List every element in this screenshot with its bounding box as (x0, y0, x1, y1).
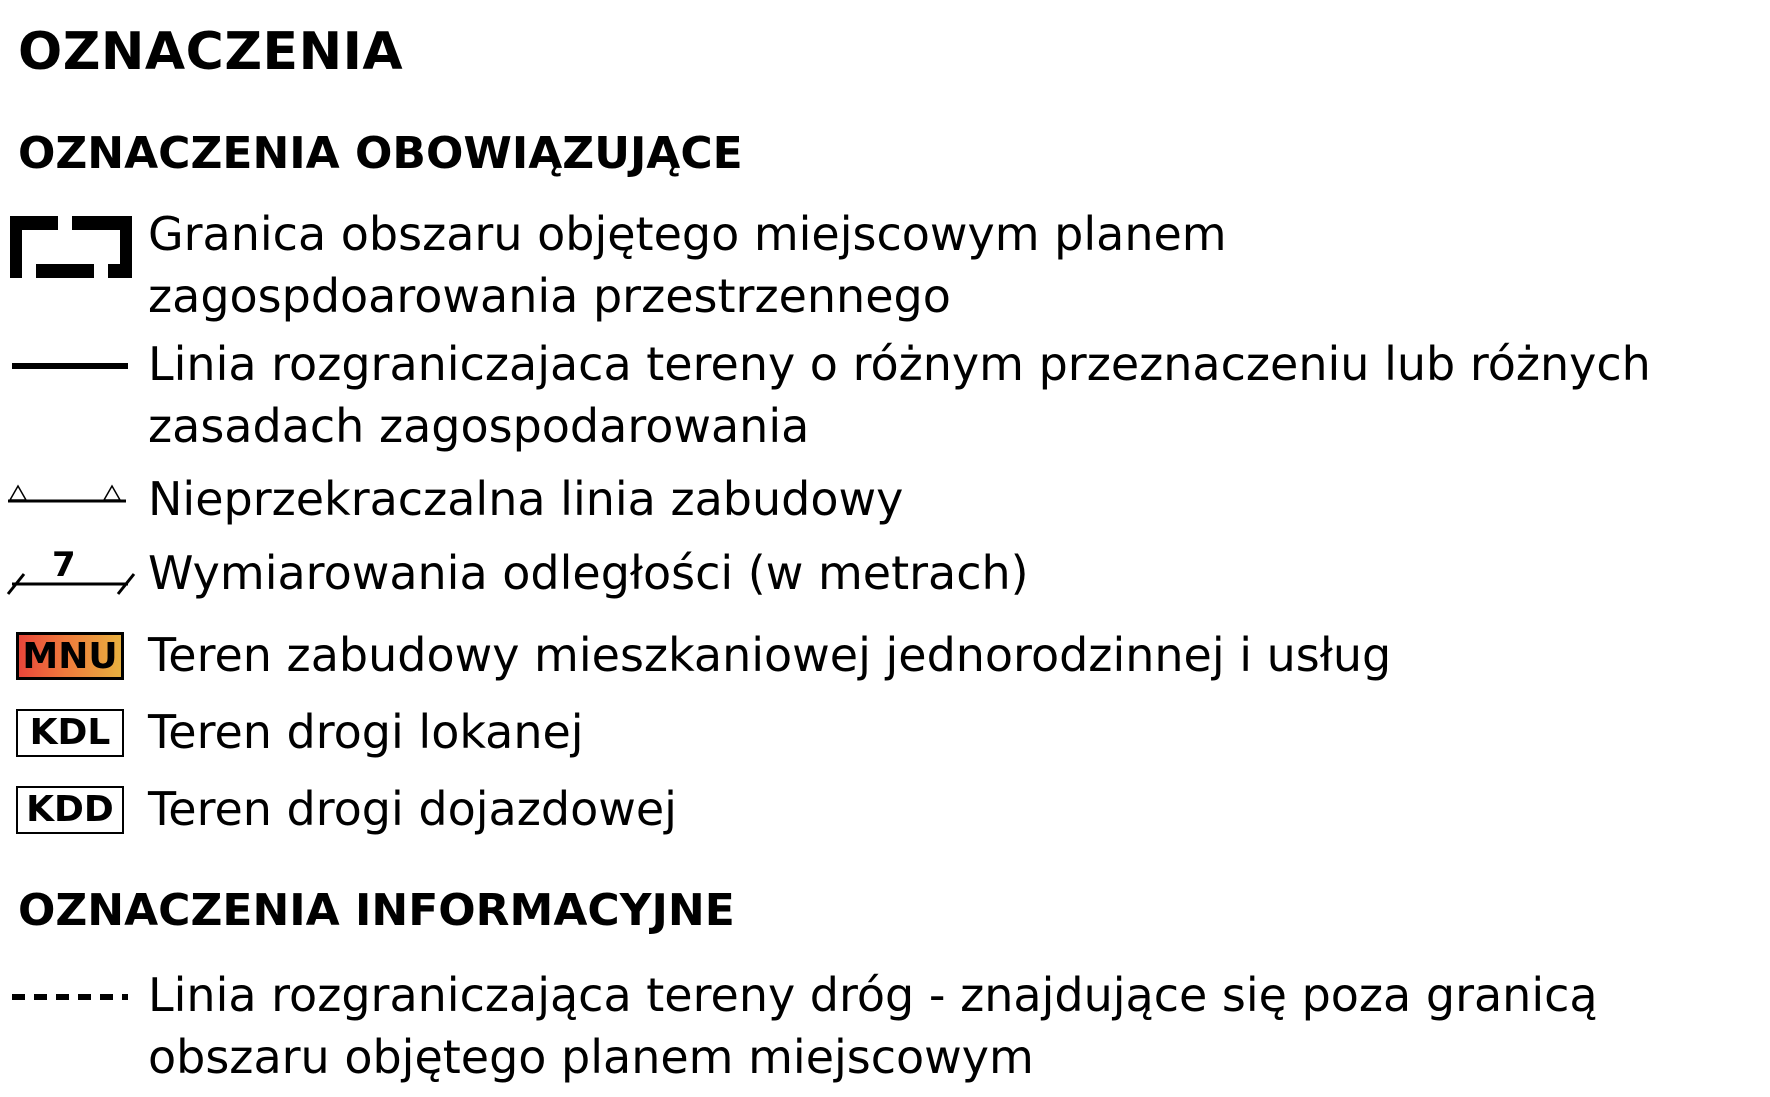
legend-title: OZNACZENIA (18, 22, 404, 82)
dimension-value: 7 (52, 545, 76, 585)
legend-item-text (148, 333, 1651, 457)
legend-item-text (148, 468, 903, 530)
dashed-line-icon (0, 964, 140, 1024)
legend-item-text (148, 203, 1227, 327)
building-line-icon (0, 470, 140, 530)
legend-text-line: Wymiarowania odległości (w metrach) (148, 546, 1029, 600)
legend-text-line: Teren drogi lokanej (148, 705, 584, 759)
legend-text-line: Teren drogi dojazdowej (148, 782, 677, 836)
section-heading-binding: OZNACZENIA OBOWIĄZUJĄCE (18, 128, 743, 179)
legend-item-text (148, 701, 584, 763)
legend-text-line: Granica obszaru objętego miejscowym planem (148, 207, 1227, 261)
zone-badge-mnu: MNU (16, 632, 124, 680)
legend-item-text (148, 778, 677, 840)
legend-text-line: Teren zabudowy mieszkaniowej jednorodzinnej i usług (148, 628, 1392, 682)
legend-text-line: obszaru objętego planem miejscowym (148, 1030, 1034, 1084)
legend-text-line: Nieprzekraczalna linia zabudowy (148, 472, 904, 526)
zone-badge-kdl: KDL (16, 709, 124, 757)
solid-line-icon (0, 333, 140, 393)
dimension-icon (0, 538, 140, 608)
legend-text-line: Linia rozgraniczajaca tereny o różnym przeznaczeniu lub różnych (148, 337, 1651, 391)
legend-text-line: zasadach zagospodarowania (148, 399, 810, 453)
legend-item-text (148, 624, 1391, 686)
legend-text-line: zagospdoarowania przestrzennego (148, 269, 951, 323)
legend-text-line: Linia rozgraniczająca tereny dróg - znajdujące się poza granicą (148, 968, 1598, 1022)
section-heading-informative: OZNACZENIA INFORMACYJNE (18, 885, 735, 936)
legend-item-text (148, 964, 1598, 1088)
plan-boundary-icon (0, 208, 140, 278)
zone-badge-kdd: KDD (16, 786, 124, 834)
legend-item-text (148, 542, 1029, 604)
